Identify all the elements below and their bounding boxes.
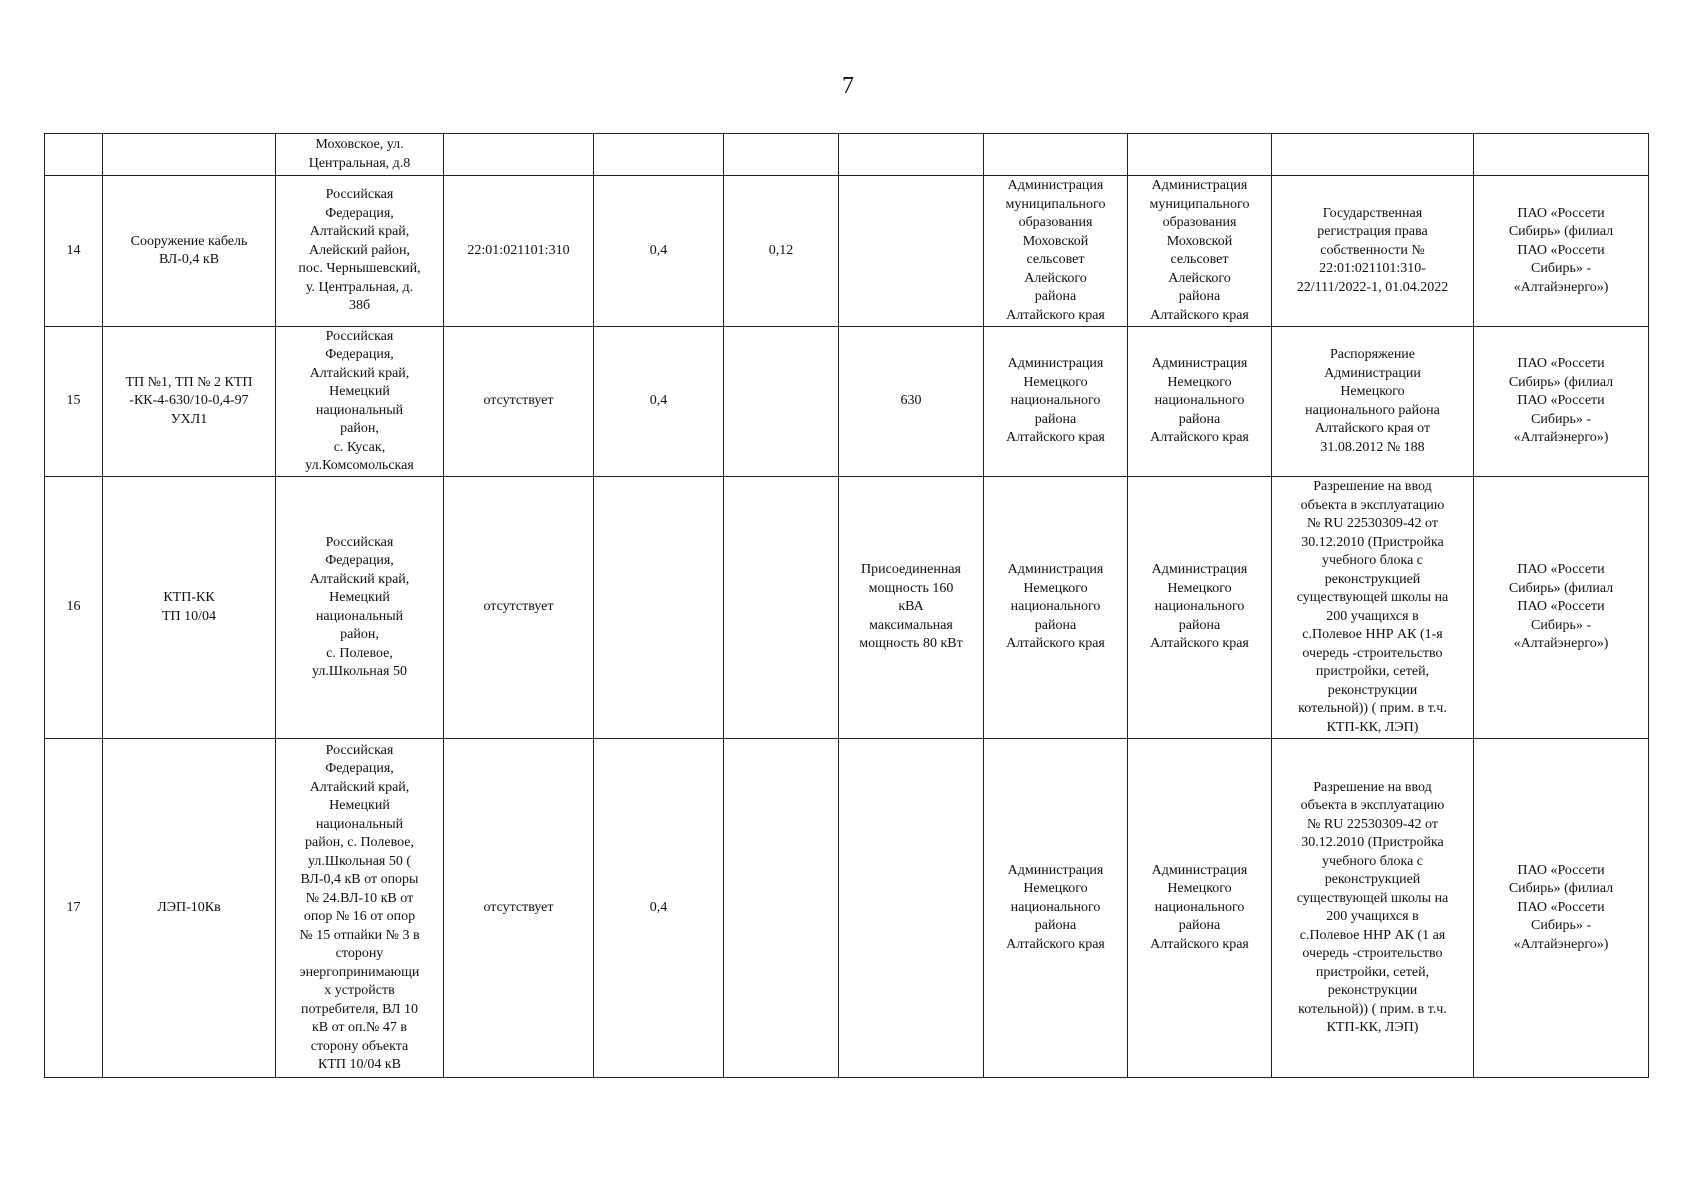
legal-basis-cell: Разрешение на ввод объекта в эксплуатацию № RU 22530309-42 от 30.12.2010 (Пристройка учебного блока с реконструкцией существующей школы на 200 учащихся в с.Полевое ННР АК (1 ая очередь -строительство пристройки, сетей, реконструкции котельной)) ( прим. в т.ч. КТП-КК, ЛЭП) — [1272, 739, 1474, 1078]
voltage-cell: 0,4 — [594, 176, 724, 327]
length-cell — [724, 477, 839, 739]
owner-cell: Администрация Немецкого национального района Алтайского края — [984, 327, 1128, 477]
address-cell: Моховское, ул. Центральная, д.8 — [276, 134, 444, 176]
recipient-cell: ПАО «Россети Сибирь» (филиал ПАО «Россети Сибирь» - «Алтайэнерго») — [1474, 176, 1649, 327]
row-number-cell: 15 — [45, 327, 103, 477]
length-cell — [724, 739, 839, 1078]
legal-basis-cell: Разрешение на ввод объекта в эксплуатацию № RU 22530309-42 от 30.12.2010 (Пристройка учебного блока с реконструкцией существующей школы на 200 учащихся в с.Полевое ННР АК (1-я очередь -строительство пристройки, сетей, реконструкции котельной)) ( прим. в т.ч. КТП-КК, ЛЭП) — [1272, 477, 1474, 739]
length-cell — [724, 134, 839, 176]
recipient-cell: ПАО «Россети Сибирь» (филиал ПАО «Россети Сибирь» - «Алтайэнерго») — [1474, 477, 1649, 739]
recipient-cell: ПАО «Россети Сибирь» (филиал ПАО «Россети Сибирь» - «Алтайэнерго») — [1474, 327, 1649, 477]
legal-basis-cell: Распоряжение Администрации Немецкого национального района Алтайского края от 31.08.2012 № 188 — [1272, 327, 1474, 477]
address-cell: Российская Федерация, Алтайский край, Алейский район, пос. Чернышевский, у. Центральная, д. 38б — [276, 176, 444, 327]
row-number-cell: 17 — [45, 739, 103, 1078]
address-cell: Российская Федерация, Алтайский край, Немецкий национальный район, с. Кусак, ул.Комсомольская — [276, 327, 444, 477]
capacity-cell — [839, 739, 984, 1078]
voltage-cell — [594, 134, 724, 176]
object-name-cell: КТП-КК ТП 10/04 — [103, 477, 276, 739]
owner-cell — [984, 134, 1128, 176]
row-number-cell: 16 — [45, 477, 103, 739]
table-row — [45, 477, 1649, 739]
cadastral-number-cell: отсутствует — [444, 477, 594, 739]
row-number-cell: 14 — [45, 176, 103, 327]
transferor-cell: Администрация Немецкого национального района Алтайского края — [1128, 327, 1272, 477]
address-cell: Российская Федерация, Алтайский край, Немецкий национальный район, с. Полевое, ул.Школьная 50 — [276, 477, 444, 739]
voltage-cell: 0,4 — [594, 739, 724, 1078]
object-name-cell: ЛЭП-10Кв — [103, 739, 276, 1078]
capacity-cell — [839, 176, 984, 327]
cadastral-number-cell — [444, 134, 594, 176]
page-number: 7 — [842, 73, 854, 99]
table-row — [45, 134, 1649, 176]
transferor-cell: Администрация Немецкого национального района Алтайского края — [1128, 739, 1272, 1078]
object-name-cell: ТП №1, ТП № 2 КТП -КК-4-630/10-0,4-97 УХЛ1 — [103, 327, 276, 477]
recipient-cell — [1474, 134, 1649, 176]
capacity-cell: 630 — [839, 327, 984, 477]
legal-basis-cell: Государственная регистрация права собственности № 22:01:021101:310- 22/111/2022-1, 01.04.2022 — [1272, 176, 1474, 327]
transferor-cell: Администрация Немецкого национального района Алтайского края — [1128, 477, 1272, 739]
owner-cell: Администрация Немецкого национального района Алтайского края — [984, 477, 1128, 739]
table-row — [45, 176, 1649, 327]
owner-cell: Администрация муниципального образования Моховской сельсовет Алейского района Алтайского края — [984, 176, 1128, 327]
voltage-cell — [594, 477, 724, 739]
recipient-cell: ПАО «Россети Сибирь» (филиал ПАО «Россети Сибирь» - «Алтайэнерго») — [1474, 739, 1649, 1078]
row-number-cell — [45, 134, 103, 176]
property-registry-table — [44, 133, 1649, 1078]
length-cell: 0,12 — [724, 176, 839, 327]
cadastral-number-cell: отсутствует — [444, 739, 594, 1078]
transferor-cell — [1128, 134, 1272, 176]
voltage-cell: 0,4 — [594, 327, 724, 477]
owner-cell: Администрация Немецкого национального района Алтайского края — [984, 739, 1128, 1078]
address-cell: Российская Федерация, Алтайский край, Немецкий национальный район, с. Полевое, ул.Школьная 50 ( ВЛ-0,4 кВ от опоры № 24.ВЛ-10 кВ от опор № 16 от опор № 15 отпайки № 3 в сторону энергопринимающи х устройств потребителя, ВЛ 10 кВ от оп.№ 47 в сторону объекта КТП 10/04 кВ — [276, 739, 444, 1078]
object-name-cell: Сооружение кабель ВЛ-0,4 кВ — [103, 176, 276, 327]
capacity-cell: Присоединенная мощность 160 кВА максимальная мощность 80 кВт — [839, 477, 984, 739]
object-name-cell — [103, 134, 276, 176]
capacity-cell — [839, 134, 984, 176]
cadastral-number-cell: отсутствует — [444, 327, 594, 477]
transferor-cell: Администрация муниципального образования Моховской сельсовет Алейского района Алтайского края — [1128, 176, 1272, 327]
cadastral-number-cell: 22:01:021101:310 — [444, 176, 594, 327]
length-cell — [724, 327, 839, 477]
table-row — [45, 739, 1649, 1078]
table-row — [45, 327, 1649, 477]
legal-basis-cell — [1272, 134, 1474, 176]
